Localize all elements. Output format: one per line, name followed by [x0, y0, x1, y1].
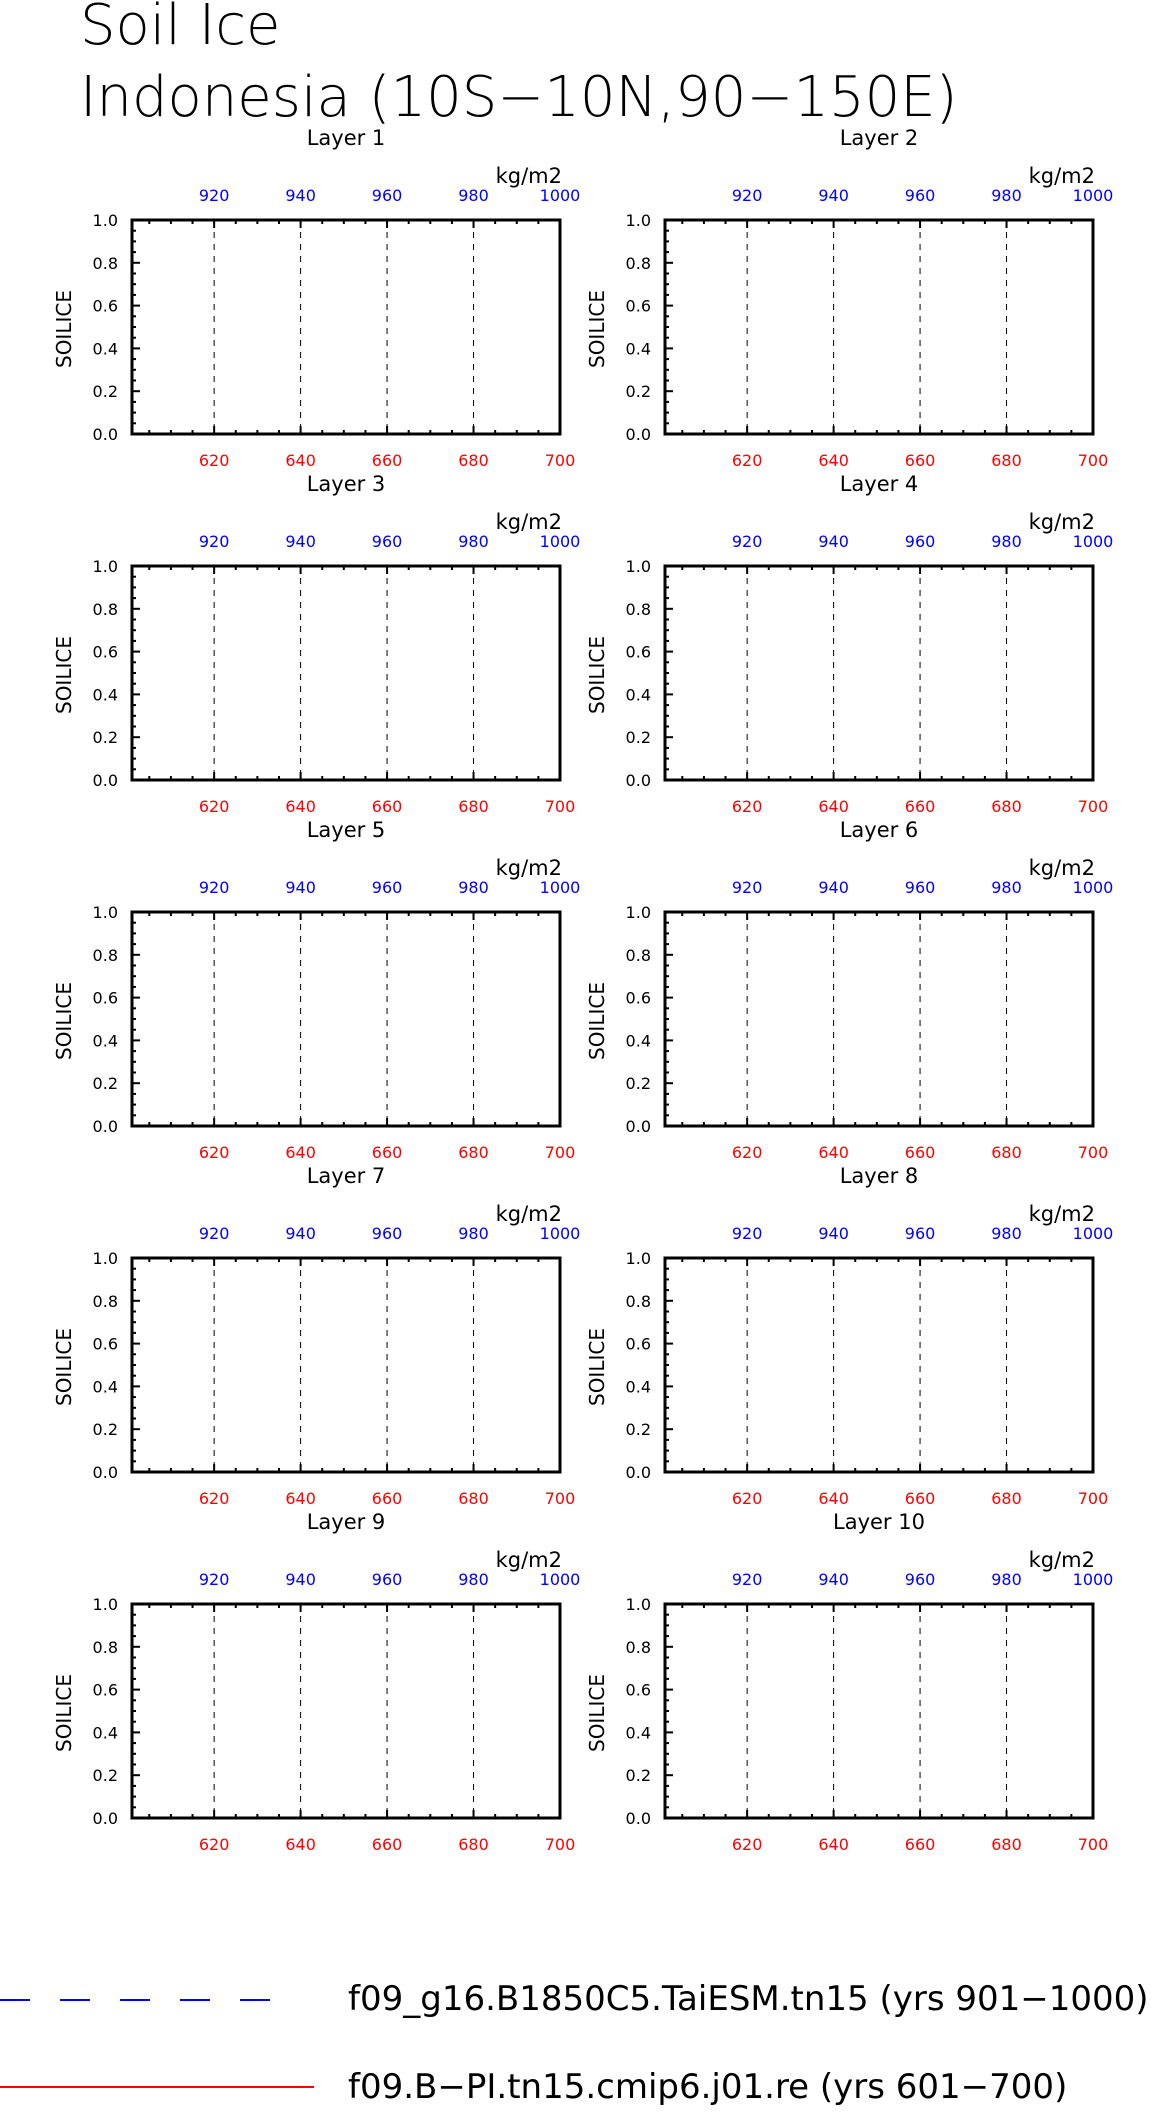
- x-top-tick-label: 1000: [1072, 186, 1114, 205]
- y-tick-label: 0.8: [92, 253, 118, 273]
- top-axis-unit-label: kg/m2: [495, 856, 562, 880]
- x-top-tick-label: 980: [991, 878, 1022, 897]
- y-tick-label: 1.0: [92, 1595, 118, 1614]
- top-axis-unit-label: kg/m2: [495, 1202, 562, 1226]
- y-tick-label: 1.0: [625, 1595, 651, 1614]
- x-bottom-tick-label: 660: [371, 797, 403, 816]
- x-bottom-tick-label: 640: [818, 451, 849, 470]
- x-top-tick-label: 920: [198, 1570, 230, 1589]
- top-axis-unit-label: kg/m2: [1028, 164, 1095, 188]
- y-tick-label: 1.0: [92, 211, 118, 230]
- x-top-tick-label: 940: [818, 186, 849, 205]
- x-top-tick-label: 980: [458, 532, 489, 551]
- top-axis-unit-label: kg/m2: [495, 510, 562, 534]
- x-top-tick-label: 1000: [1072, 1224, 1114, 1243]
- x-top-tick-label: 920: [198, 532, 230, 551]
- chart-panel-layer-7: [52, 1164, 580, 1508]
- x-bottom-tick-label: 680: [991, 1143, 1022, 1162]
- x-top-tick-label: 980: [991, 186, 1022, 205]
- y-tick-label: 1.0: [625, 1249, 651, 1268]
- x-top-tick-label: 940: [285, 532, 316, 551]
- y-tick-label: 0.8: [92, 945, 118, 965]
- plot-frame: [132, 1258, 560, 1472]
- y-axis-label: SOILICE: [585, 1674, 609, 1752]
- y-tick-label: 0.0: [92, 771, 118, 790]
- panel-title: Layer 10: [833, 1510, 925, 1534]
- x-bottom-tick-label: 700: [1077, 451, 1109, 470]
- y-tick-label: 1.0: [92, 557, 118, 576]
- y-axis-label: SOILICE: [585, 636, 609, 714]
- y-tick-label: 1.0: [625, 557, 651, 576]
- x-bottom-tick-label: 680: [458, 797, 489, 816]
- x-top-tick-label: 960: [371, 186, 403, 205]
- x-bottom-tick-label: 640: [818, 1143, 849, 1162]
- y-tick-label: 0.2: [92, 382, 118, 402]
- y-tick-label: 0.2: [92, 1766, 118, 1786]
- x-bottom-tick-label: 620: [198, 797, 230, 816]
- x-top-tick-label: 960: [371, 1570, 403, 1589]
- y-tick-label: 0.6: [625, 1334, 651, 1354]
- x-bottom-tick-label: 700: [1077, 797, 1109, 816]
- panel-title: Layer 9: [306, 1510, 386, 1534]
- x-top-tick-label: 980: [458, 1224, 489, 1243]
- x-top-tick-label: 960: [371, 1224, 403, 1243]
- x-bottom-tick-label: 680: [458, 1489, 489, 1508]
- chart-panel-layer-3: [52, 472, 580, 816]
- x-top-tick-label: 940: [818, 878, 849, 897]
- x-bottom-tick-label: 680: [458, 451, 489, 470]
- x-top-tick-label: 940: [818, 532, 849, 551]
- panel-title: Layer 1: [306, 126, 386, 150]
- panel-title: Layer 8: [839, 1164, 919, 1188]
- x-bottom-tick-label: 660: [904, 1835, 936, 1854]
- x-bottom-tick-label: 680: [458, 1143, 489, 1162]
- y-axis-label: SOILICE: [52, 982, 76, 1060]
- x-bottom-tick-label: 660: [371, 1143, 403, 1162]
- chart-panel-layer-9: [52, 1510, 580, 1854]
- panel-title: Layer 7: [306, 1164, 386, 1188]
- plot-frame: [665, 912, 1093, 1126]
- x-top-tick-label: 940: [285, 1570, 316, 1589]
- y-tick-label: 0.0: [92, 1463, 118, 1482]
- x-top-tick-label: 960: [371, 532, 403, 551]
- y-tick-label: 0.6: [625, 988, 651, 1008]
- x-top-tick-label: 960: [904, 1224, 936, 1243]
- y-tick-label: 1.0: [625, 903, 651, 922]
- y-axis-label: SOILICE: [52, 1674, 76, 1752]
- x-bottom-tick-label: 620: [198, 451, 230, 470]
- x-top-tick-label: 1000: [539, 532, 581, 551]
- chart-panel-layer-6: [585, 818, 1113, 1162]
- x-bottom-tick-label: 620: [731, 1143, 763, 1162]
- chart-panel-layer-10: [585, 1510, 1113, 1854]
- x-top-tick-label: 1000: [539, 186, 581, 205]
- x-bottom-tick-label: 660: [904, 1143, 936, 1162]
- x-top-tick-label: 940: [818, 1570, 849, 1589]
- top-axis-unit-label: kg/m2: [1028, 1548, 1095, 1572]
- x-bottom-tick-label: 620: [198, 1489, 230, 1508]
- chart-panel-layer-8: [585, 1164, 1113, 1508]
- y-tick-label: 0.2: [625, 1420, 651, 1440]
- y-tick-label: 0.4: [92, 685, 118, 705]
- x-bottom-tick-label: 640: [285, 451, 316, 470]
- y-tick-label: 0.6: [625, 296, 651, 316]
- x-top-tick-label: 1000: [1072, 878, 1114, 897]
- panel-title: Layer 4: [839, 472, 919, 496]
- y-tick-label: 0.2: [92, 1074, 118, 1094]
- x-bottom-tick-label: 640: [818, 1489, 849, 1508]
- y-axis-label: SOILICE: [585, 982, 609, 1060]
- y-tick-label: 0.2: [625, 728, 651, 748]
- plot-frame: [665, 566, 1093, 780]
- panel-title: Layer 2: [839, 126, 919, 150]
- figure-title-line-1: Soil Ice: [80, 0, 281, 58]
- y-tick-label: 0.4: [625, 1377, 651, 1397]
- y-tick-label: 0.4: [92, 1723, 118, 1743]
- x-bottom-tick-label: 660: [904, 797, 936, 816]
- x-bottom-tick-label: 620: [731, 1835, 763, 1854]
- x-top-tick-label: 960: [371, 878, 403, 897]
- x-bottom-tick-label: 660: [904, 1489, 936, 1508]
- x-top-tick-label: 920: [731, 1570, 763, 1589]
- y-tick-label: 0.4: [625, 1031, 651, 1051]
- y-axis-label: SOILICE: [585, 290, 609, 368]
- plot-frame: [132, 566, 560, 780]
- x-bottom-tick-label: 680: [991, 451, 1022, 470]
- x-bottom-tick-label: 700: [1077, 1835, 1109, 1854]
- x-top-tick-label: 920: [731, 186, 763, 205]
- x-top-tick-label: 940: [285, 1224, 316, 1243]
- x-bottom-tick-label: 620: [731, 797, 763, 816]
- y-tick-label: 0.8: [625, 253, 651, 273]
- y-tick-label: 0.0: [625, 425, 651, 444]
- plot-frame: [132, 220, 560, 434]
- x-top-tick-label: 980: [458, 878, 489, 897]
- x-top-tick-label: 960: [904, 532, 936, 551]
- x-top-tick-label: 920: [198, 878, 230, 897]
- y-axis-label: SOILICE: [52, 290, 76, 368]
- panel-title: Layer 3: [306, 472, 386, 496]
- x-bottom-tick-label: 620: [731, 451, 763, 470]
- x-bottom-tick-label: 700: [544, 1489, 576, 1508]
- chart-panel-layer-5: [52, 818, 580, 1162]
- legend-label: f09.B−PI.tn15.cmip6.j01.re (yrs 601−700): [348, 2067, 1068, 2107]
- top-axis-unit-label: kg/m2: [1028, 510, 1095, 534]
- x-top-tick-label: 920: [198, 186, 230, 205]
- y-tick-label: 0.6: [625, 642, 651, 662]
- y-tick-label: 0.2: [625, 1766, 651, 1786]
- x-bottom-tick-label: 660: [904, 451, 936, 470]
- x-bottom-tick-label: 700: [544, 1143, 576, 1162]
- x-top-tick-label: 1000: [539, 878, 581, 897]
- x-top-tick-label: 920: [198, 1224, 230, 1243]
- y-tick-label: 0.4: [92, 1031, 118, 1051]
- y-tick-label: 0.0: [92, 1809, 118, 1828]
- panel-title: Layer 6: [839, 818, 919, 842]
- x-bottom-tick-label: 660: [371, 1489, 403, 1508]
- y-tick-label: 0.0: [92, 1117, 118, 1136]
- y-tick-label: 0.4: [625, 339, 651, 359]
- x-bottom-tick-label: 640: [818, 1835, 849, 1854]
- x-top-tick-label: 980: [991, 532, 1022, 551]
- chart-panel-layer-2: [585, 126, 1113, 470]
- y-tick-label: 1.0: [92, 903, 118, 922]
- y-tick-label: 0.6: [92, 988, 118, 1008]
- x-bottom-tick-label: 640: [818, 797, 849, 816]
- y-tick-label: 1.0: [92, 1249, 118, 1268]
- x-top-tick-label: 960: [904, 1570, 936, 1589]
- x-top-tick-label: 920: [731, 1224, 763, 1243]
- y-tick-label: 0.8: [92, 1291, 118, 1311]
- top-axis-unit-label: kg/m2: [495, 1548, 562, 1572]
- x-top-tick-label: 1000: [1072, 532, 1114, 551]
- y-tick-label: 0.0: [625, 1809, 651, 1828]
- plot-frame: [132, 912, 560, 1126]
- y-tick-label: 0.2: [625, 382, 651, 402]
- x-top-tick-label: 940: [818, 1224, 849, 1243]
- x-bottom-tick-label: 700: [1077, 1143, 1109, 1162]
- y-tick-label: 0.0: [625, 1117, 651, 1136]
- x-bottom-tick-label: 620: [198, 1835, 230, 1854]
- y-tick-label: 0.8: [625, 1291, 651, 1311]
- x-bottom-tick-label: 640: [285, 1143, 316, 1162]
- y-tick-label: 0.6: [625, 1680, 651, 1700]
- y-tick-label: 0.4: [625, 685, 651, 705]
- x-bottom-tick-label: 620: [731, 1489, 763, 1508]
- x-top-tick-label: 980: [991, 1570, 1022, 1589]
- x-bottom-tick-label: 680: [991, 1489, 1022, 1508]
- top-axis-unit-label: kg/m2: [1028, 856, 1095, 880]
- y-tick-label: 0.4: [92, 1377, 118, 1397]
- y-tick-label: 0.6: [92, 296, 118, 316]
- plot-frame: [665, 220, 1093, 434]
- x-top-tick-label: 980: [458, 1570, 489, 1589]
- y-tick-label: 1.0: [625, 211, 651, 230]
- x-top-tick-label: 1000: [539, 1224, 581, 1243]
- x-top-tick-label: 960: [904, 878, 936, 897]
- x-bottom-tick-label: 660: [371, 451, 403, 470]
- chart-panels: [52, 126, 1113, 1854]
- y-tick-label: 0.6: [92, 1334, 118, 1354]
- panel-title: Layer 5: [306, 818, 386, 842]
- y-tick-label: 0.2: [92, 1420, 118, 1440]
- y-tick-label: 0.6: [92, 642, 118, 662]
- y-tick-label: 0.6: [92, 1680, 118, 1700]
- x-top-tick-label: 920: [731, 878, 763, 897]
- y-axis-label: SOILICE: [585, 1328, 609, 1406]
- x-bottom-tick-label: 640: [285, 1835, 316, 1854]
- y-tick-label: 0.4: [92, 339, 118, 359]
- y-tick-label: 0.0: [92, 425, 118, 444]
- legend-label: f09_g16.B1850C5.TaiESM.tn15 (yrs 901−1000): [348, 1979, 1149, 2019]
- x-top-tick-label: 1000: [1072, 1570, 1114, 1589]
- x-bottom-tick-label: 700: [1077, 1489, 1109, 1508]
- plot-frame: [665, 1258, 1093, 1472]
- y-tick-label: 0.8: [92, 599, 118, 619]
- chart-panel-layer-1: [52, 126, 580, 470]
- x-top-tick-label: 1000: [539, 1570, 581, 1589]
- plot-frame: [132, 1604, 560, 1818]
- x-bottom-tick-label: 640: [285, 797, 316, 816]
- x-bottom-tick-label: 700: [544, 1835, 576, 1854]
- x-bottom-tick-label: 700: [544, 797, 576, 816]
- x-top-tick-label: 980: [458, 186, 489, 205]
- x-top-tick-label: 960: [904, 186, 936, 205]
- y-tick-label: 0.0: [625, 771, 651, 790]
- x-bottom-tick-label: 660: [371, 1835, 403, 1854]
- x-bottom-tick-label: 700: [544, 451, 576, 470]
- x-bottom-tick-label: 640: [285, 1489, 316, 1508]
- y-tick-label: 0.0: [625, 1463, 651, 1482]
- chart-panel-layer-4: [585, 472, 1113, 816]
- x-top-tick-label: 940: [285, 186, 316, 205]
- y-tick-label: 0.8: [92, 1637, 118, 1657]
- top-axis-unit-label: kg/m2: [1028, 1202, 1095, 1226]
- x-bottom-tick-label: 680: [458, 1835, 489, 1854]
- x-top-tick-label: 920: [731, 532, 763, 551]
- legend: [0, 1979, 1149, 2107]
- y-axis-label: SOILICE: [52, 636, 76, 714]
- x-bottom-tick-label: 680: [991, 1835, 1022, 1854]
- y-tick-label: 0.8: [625, 1637, 651, 1657]
- x-top-tick-label: 940: [285, 878, 316, 897]
- x-bottom-tick-label: 680: [991, 797, 1022, 816]
- x-top-tick-label: 980: [991, 1224, 1022, 1243]
- y-tick-label: 0.8: [625, 945, 651, 965]
- plot-frame: [665, 1604, 1093, 1818]
- top-axis-unit-label: kg/m2: [495, 164, 562, 188]
- y-tick-label: 0.4: [625, 1723, 651, 1743]
- y-tick-label: 0.2: [92, 728, 118, 748]
- y-axis-label: SOILICE: [52, 1328, 76, 1406]
- x-bottom-tick-label: 620: [198, 1143, 230, 1162]
- figure-title-line-2: Indonesia (10S−10N,90−150E): [80, 65, 958, 130]
- y-tick-label: 0.8: [625, 599, 651, 619]
- y-tick-label: 0.2: [625, 1074, 651, 1094]
